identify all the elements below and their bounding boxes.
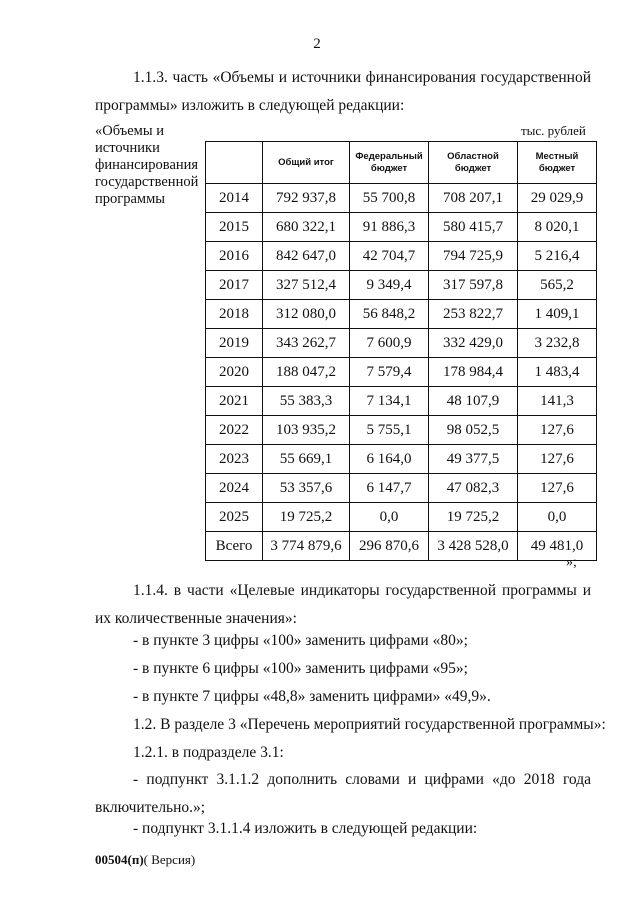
year-cell: 2019 [206, 329, 263, 358]
table-row [206, 503, 597, 532]
value-cell: 3 232,8 [518, 329, 597, 358]
value-cell: 253 822,7 [429, 300, 518, 329]
value-cell: 188 047,2 [263, 358, 350, 387]
header-cell: Федеральный бюджет [350, 142, 429, 184]
value-cell: 42 704,7 [350, 242, 429, 271]
footer [95, 852, 195, 868]
year-cell: Всего [206, 532, 263, 561]
value-cell: 1 409,1 [518, 300, 597, 329]
value-cell: 794 725,9 [429, 242, 518, 271]
paragraph-3-1-1-4: - подпункт 3.1.1.4 изложить в следующей редакции: [133, 820, 478, 837]
value-cell: 317 597,8 [429, 271, 518, 300]
value-cell: 19 725,2 [263, 503, 350, 532]
year-cell: 2025 [206, 503, 263, 532]
value-cell: 0,0 [518, 503, 597, 532]
year-cell: 2022 [206, 416, 263, 445]
year-cell: 2021 [206, 387, 263, 416]
paragraph-1-1-4: 1.1.4. в части «Целевые индикаторы государственной программы и их количественные значения»: [95, 582, 591, 627]
value-cell: 7 600,9 [350, 329, 429, 358]
value-cell: 296 870,6 [350, 532, 429, 561]
value-cell: 5 216,4 [518, 242, 597, 271]
value-cell: 127,6 [518, 445, 597, 474]
value-cell: 103 935,2 [263, 416, 350, 445]
table-row [206, 532, 597, 561]
value-cell: 5 755,1 [350, 416, 429, 445]
value-cell: 8 020,1 [518, 213, 597, 242]
table-row [206, 213, 597, 242]
value-cell: 19 725,2 [429, 503, 518, 532]
header-cell: Областной бюджет [429, 142, 518, 184]
value-cell: 47 082,3 [429, 474, 518, 503]
financing-table [205, 141, 597, 561]
year-cell: 2014 [206, 184, 263, 213]
year-cell: 2016 [206, 242, 263, 271]
value-cell: 49 377,5 [429, 445, 518, 474]
value-cell: 7 579,4 [350, 358, 429, 387]
table-row [206, 358, 597, 387]
value-cell: 842 647,0 [263, 242, 350, 271]
table-row [206, 271, 597, 300]
value-cell: 6 164,0 [350, 445, 429, 474]
paragraph-1-2: 1.2. В разделе 3 «Перечень мероприятий государственной программы»: [133, 716, 606, 733]
value-cell: 680 322,1 [263, 213, 350, 242]
value-cell: 29 029,9 [518, 184, 597, 213]
footer-code: 00504(п) [95, 852, 144, 867]
value-cell: 127,6 [518, 474, 597, 503]
footer-version: ( Версия) [143, 852, 196, 867]
bullet-item: - в пункте 6 цифры «100» заменить цифрами «95»; [133, 660, 468, 677]
value-cell: 127,6 [518, 416, 597, 445]
table-row [206, 329, 597, 358]
value-cell: 141,3 [518, 387, 597, 416]
header-cell [206, 142, 263, 184]
year-cell: 2023 [206, 445, 263, 474]
header-cell: Местный бюджет [518, 142, 597, 184]
closing-quote: »; [566, 555, 577, 570]
value-cell: 565,2 [518, 271, 597, 300]
bullet-item: - в пункте 3 цифры «100» заменить цифрами «80»; [133, 632, 468, 649]
value-cell: 56 848,2 [350, 300, 429, 329]
table-row [206, 474, 597, 503]
value-cell: 6 147,7 [350, 474, 429, 503]
year-cell: 2017 [206, 271, 263, 300]
table-row [206, 300, 597, 329]
year-cell: 2015 [206, 213, 263, 242]
table-row [206, 242, 597, 271]
table-row [206, 445, 597, 474]
paragraph-3-1-1-2: - подпункт 3.1.1.2 дополнить словами и цифрами «до 2018 года включительно.»; [95, 771, 591, 816]
value-cell: 3 774 879,6 [263, 532, 350, 561]
page-number: 2 [313, 36, 321, 52]
value-cell: 327 512,4 [263, 271, 350, 300]
intro-paragraph: 1.1.3. часть «Объемы и источники финансирования государственной программы» изложить в следующей редакции: [95, 69, 591, 114]
section-label: «Объемы и источники финансирования государственной программы [95, 123, 199, 207]
table-row [206, 184, 597, 213]
year-cell: 2018 [206, 300, 263, 329]
year-cell: 2020 [206, 358, 263, 387]
value-cell: 792 937,8 [263, 184, 350, 213]
value-cell: 343 262,7 [263, 329, 350, 358]
value-cell: 53 357,6 [263, 474, 350, 503]
value-cell: 48 107,9 [429, 387, 518, 416]
bullet-item: - в пункте 7 цифры «48,8» заменить цифрами» «49,9». [133, 688, 491, 705]
value-cell: 178 984,4 [429, 358, 518, 387]
value-cell: 332 429,0 [429, 329, 518, 358]
value-cell: 1 483,4 [518, 358, 597, 387]
table-row [206, 387, 597, 416]
year-cell: 2024 [206, 474, 263, 503]
value-cell: 708 207,1 [429, 184, 518, 213]
value-cell: 55 669,1 [263, 445, 350, 474]
value-cell: 55 383,3 [263, 387, 350, 416]
value-cell: 49 481,0 [518, 532, 597, 561]
paragraph-1-2-1: 1.2.1. в подразделе 3.1: [133, 744, 284, 761]
value-cell: 55 700,8 [350, 184, 429, 213]
value-cell: 312 080,0 [263, 300, 350, 329]
table-header-row [206, 142, 597, 184]
value-cell: 7 134,1 [350, 387, 429, 416]
header-cell: Общий итог [263, 142, 350, 184]
table-row [206, 416, 597, 445]
value-cell: 580 415,7 [429, 213, 518, 242]
value-cell: 0,0 [350, 503, 429, 532]
value-cell: 3 428 528,0 [429, 532, 518, 561]
value-cell: 98 052,5 [429, 416, 518, 445]
value-cell: 91 886,3 [350, 213, 429, 242]
unit-label: тыс. рублей [521, 123, 586, 138]
value-cell: 9 349,4 [350, 271, 429, 300]
